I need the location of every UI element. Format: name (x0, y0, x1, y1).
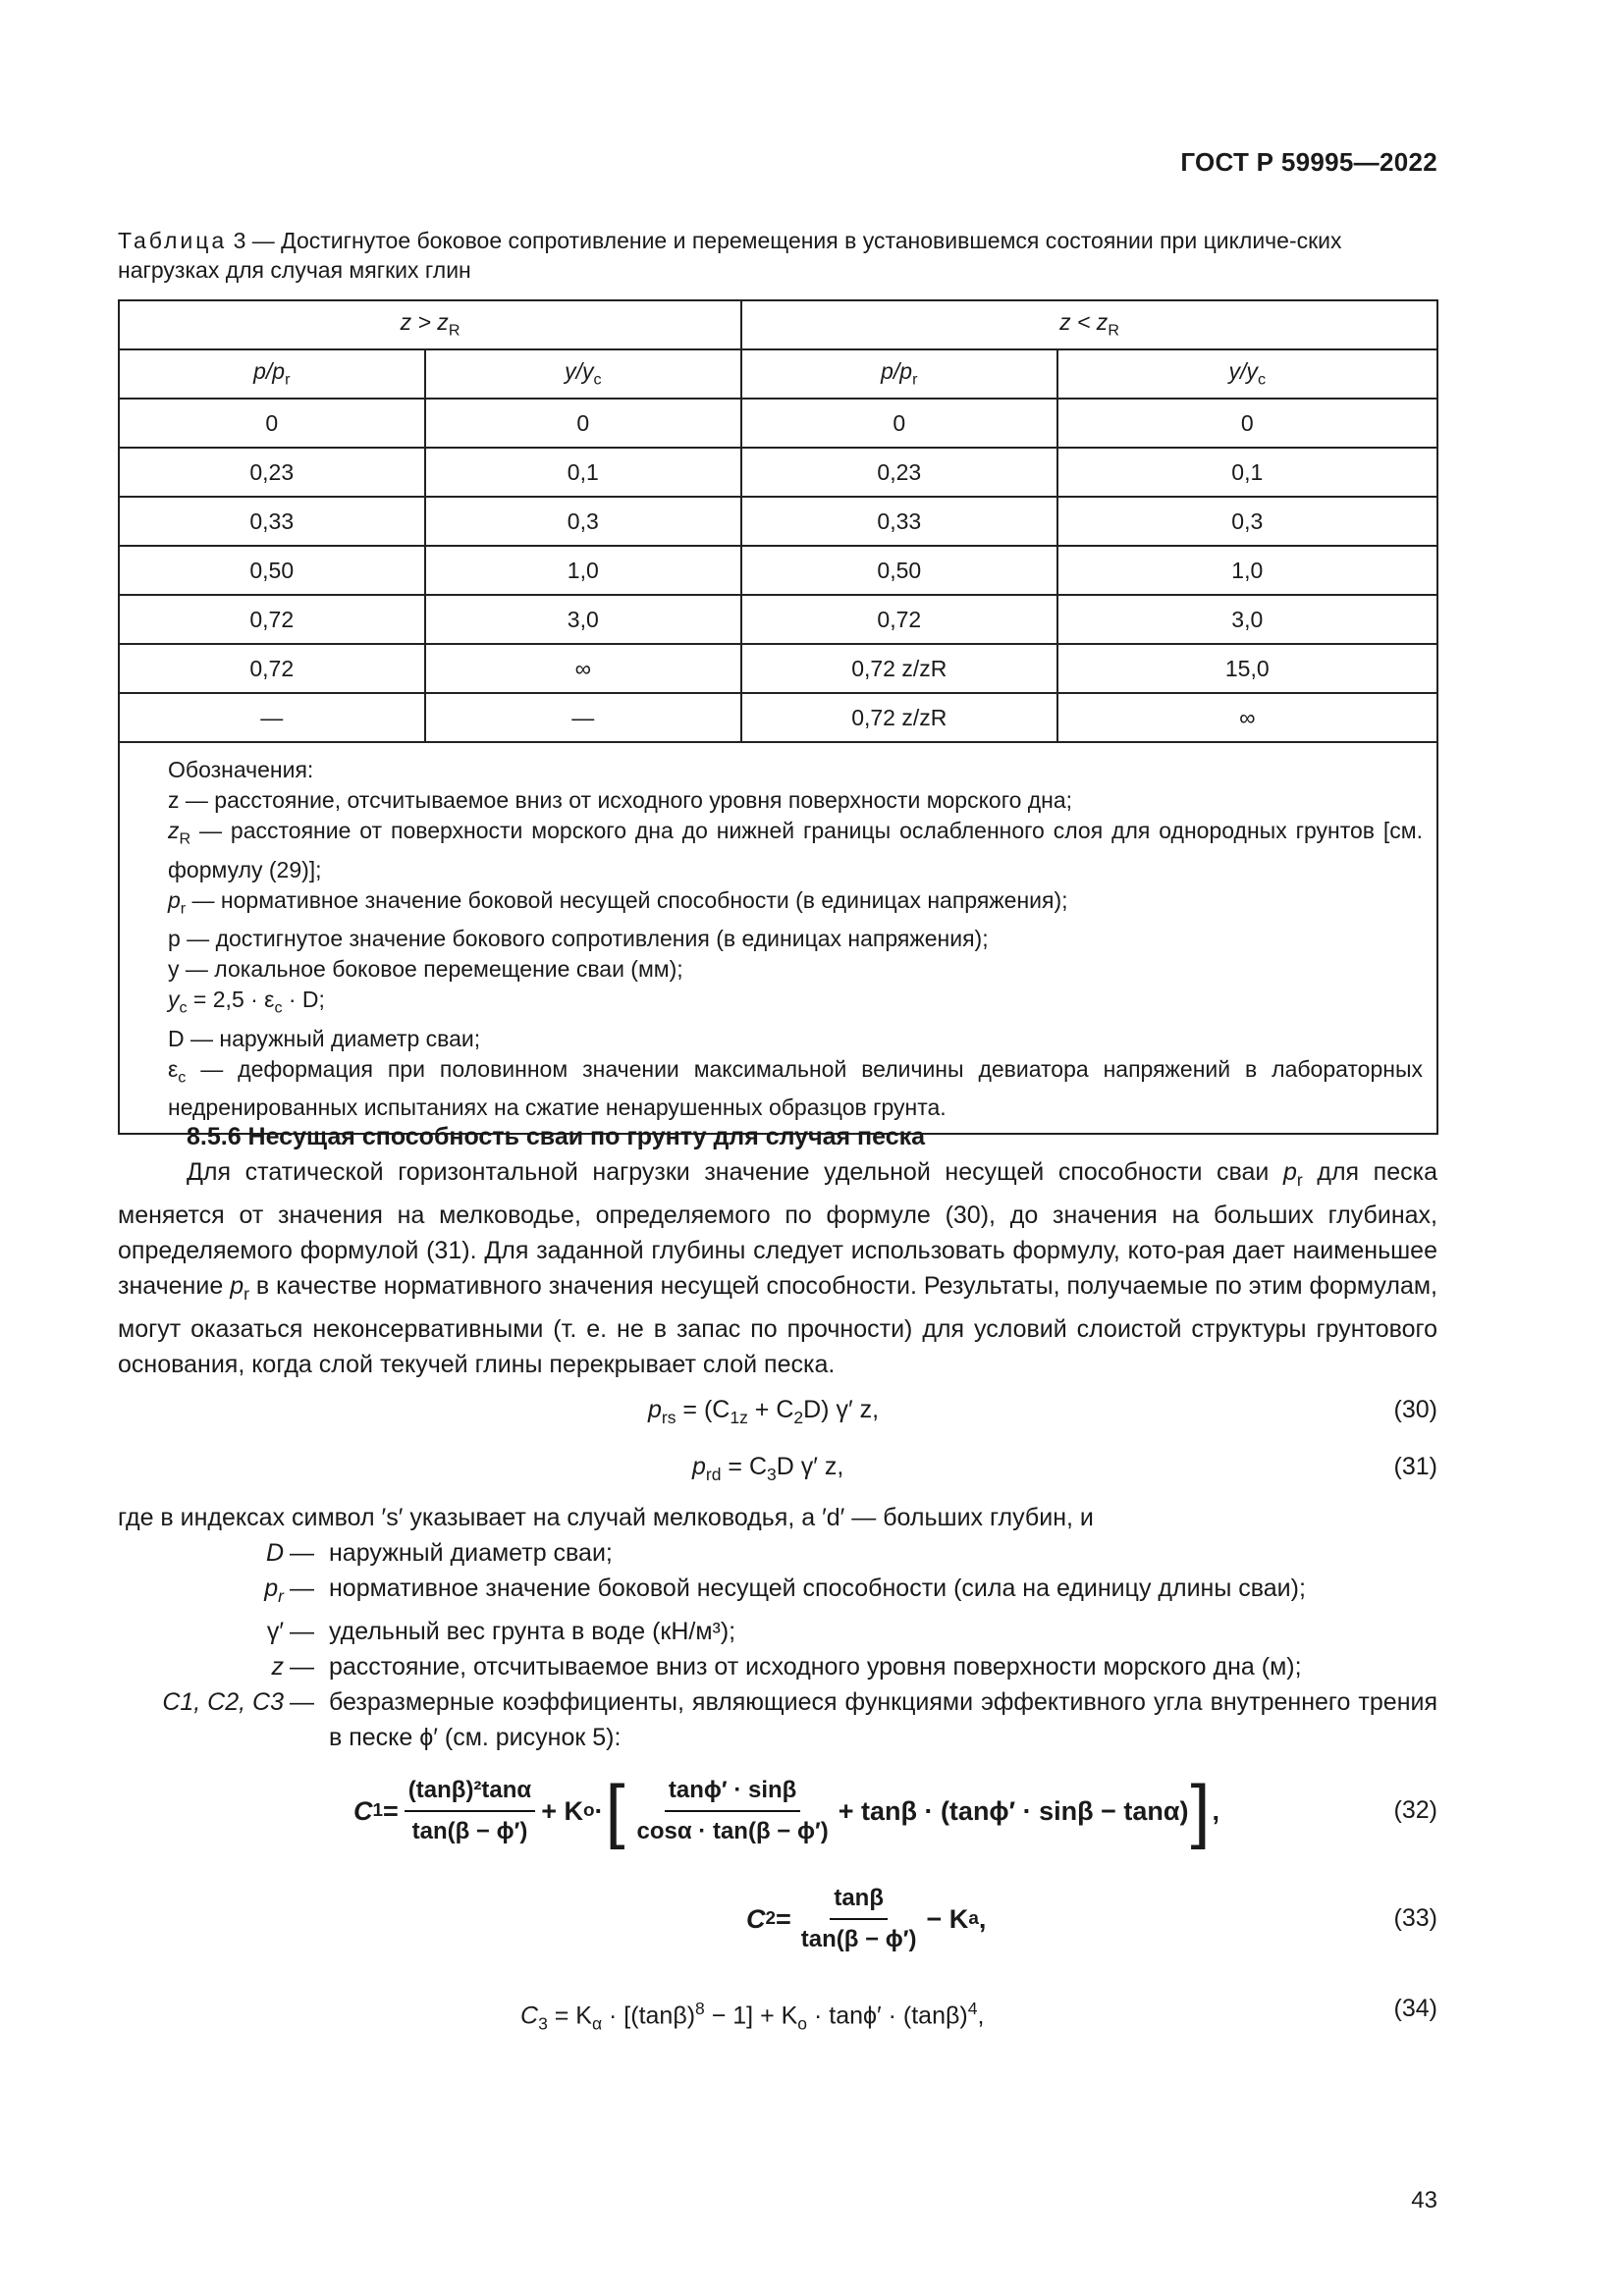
formula-33-expression: C 2 = $\frac{\tan\beta}{\tan(\beta - \phi')}$ − K a , (746, 1881, 986, 1957)
legend-symbol: $p_r$ (264, 1575, 284, 1606)
legend-symbol: C1, C2, C3 (162, 1688, 284, 1716)
data-table (118, 299, 1438, 1135)
where-text: где в индексах символ ′s′ указывает на случай мелководья, а ′d′ — больших глубин, и (118, 1504, 1094, 1531)
legend-description: расстояние, отсчитываемое вниз от исходного уровня поверхности морского дна (м); (329, 1653, 1302, 1681)
table-cell: — (425, 693, 742, 742)
legend-description: наружный диаметр сваи; (329, 1539, 613, 1567)
formula-31 (118, 1439, 1437, 1496)
notes-title: Обозначения: (168, 757, 314, 782)
table-cell: 0,50 (741, 546, 1057, 595)
table-cell: 0,1 (425, 448, 742, 497)
section-8-5-6 (118, 1119, 1437, 2040)
table-cell: 0,23 (741, 448, 1057, 497)
legend-symbol: γ′ (266, 1618, 284, 1645)
note-pr: $p_r$ — нормативное значение боковой несущей способности (в единицах напряжения); (168, 886, 1068, 918)
table-cell: 0,72 z/zR (741, 644, 1057, 693)
table-cell: ∞ (425, 644, 742, 693)
table-row (119, 399, 1437, 448)
formula-30-expression: $p_{rs} = (C_{1z} + C_2D)$ γ′ z, (648, 1396, 880, 1427)
symbol-legend (118, 1535, 1437, 1755)
formula-30-number: (30) (1393, 1396, 1437, 1423)
table-cell: 15,0 (1057, 644, 1437, 693)
table-cell: 3,0 (1057, 595, 1437, 644)
table-cell: 3,0 (425, 595, 742, 644)
table-cell: — (119, 693, 425, 742)
table-row (119, 693, 1437, 742)
formula-32-expression: C 1 = $\frac{\text{(tanβ)²tanα}}{\tan(\beta - \phi')}$ + K o · [ $\frac{\tan\phi' \cdot \sin\beta}{\cos\alpha \cdot \tan(\beta - \phi')}$ + tanβ · (tanϕ′ · sinβ − tanα) ] , (353, 1772, 1220, 1850)
legend-dash: — (290, 1575, 314, 1602)
right-bracket: ] (1190, 1772, 1211, 1850)
note-z: z — расстояние, отсчитываемое вниз от исходного уровня поверхности морского дна; (168, 787, 1073, 813)
table-cell: 0,3 (1057, 497, 1437, 546)
left-bracket: [ (605, 1772, 625, 1850)
table-cell: 0,72 (119, 595, 425, 644)
table-cell: 0,33 (119, 497, 425, 546)
table-cell: 1,0 (425, 546, 742, 595)
legend-symbol: z (271, 1653, 284, 1681)
formula-34 (118, 1971, 1437, 2040)
table-cell: 0,23 (119, 448, 425, 497)
table-cell: 0 (425, 399, 742, 448)
legend-dash: — (290, 1653, 314, 1681)
note-d: D — наружный диаметр сваи; (168, 1025, 481, 1051)
formula-30 (118, 1382, 1437, 1439)
table-cell: 0,72 (741, 595, 1057, 644)
note-y: y — локальное боковое перемещение сваи (мм); (168, 956, 683, 983)
formula-33-number: (33) (1393, 1904, 1437, 1932)
table-cell: 0,72 (119, 644, 425, 693)
table-cell: 0,50 (119, 546, 425, 595)
section-paragraph: Для статической горизонтальной нагрузки значение удельной несущей способности сваи $p_r$ для песка меняется от значения на мелководье, определяемого по формуле (30), до значения на больших глубинах, определяемого формулой (31). Для заданной глубины следует использовать формулу, кото-рая дает наименьшее значение $p_r$ в качестве нормативного значения несущей способности. Результаты, получаемые по этим формулам, могут оказаться неконсервативными (т. е. не в запас по прочности) для условий слоистой структуры грунтового основания, когда слой текучей глины перекрывает слой песка. (118, 1158, 1438, 1378)
table-cell: 1,0 (1057, 546, 1437, 595)
caption-label: Таблица (118, 228, 228, 253)
note-yc: $y_c = 2,5 \cdot \varepsilon_c \cdot D$; (168, 987, 325, 1017)
group-header-right: $z < z_R$ (741, 300, 1437, 349)
formula-31-number: (31) (1393, 1453, 1437, 1480)
column-header-p: $p/p_r$ (119, 349, 425, 399)
table-row (119, 595, 1437, 644)
formula-32-number: (32) (1393, 1796, 1437, 1824)
table-cell: 0 (1057, 399, 1437, 448)
legend-dash: — (290, 1688, 314, 1716)
table-cell: 0,1 (1057, 448, 1437, 497)
note-zr: $z_R$ — расстояние от поверхности морского дна до нижней границы ослабленного слоя для однородных грунтов [см. формулу (29)]; (168, 818, 1423, 882)
formula-33 (118, 1863, 1437, 1971)
table-cell: 0,33 (741, 497, 1057, 546)
table-row (119, 644, 1437, 693)
table-row (119, 448, 1437, 497)
table-row (119, 497, 1437, 546)
formula-34-expression: $C_3 = K_\alpha \cdot [(\tan\beta)^8 - 1] + K_o \cdot \tan\phi' \cdot (\tan\beta)^4$, (520, 1999, 985, 2034)
table-cell: 0,3 (425, 497, 742, 546)
table-row (119, 546, 1437, 595)
page-number: 43 (1411, 2187, 1437, 2214)
section-title: 8.5.6 Несущая способность сваи по грунту для случая песка (187, 1123, 926, 1150)
column-header-y: $y/y_c$ (425, 349, 742, 399)
table-notes (119, 742, 1437, 1134)
legend-dash: — (290, 1539, 314, 1567)
caption-text: 3 — Достигнутое боковое сопротивление и перемещения в установившемся состоянии при цикличе-ских нагрузках для случая мягких глин (118, 228, 1342, 283)
formula-31-expression: $p_{rd} = C_3D$ γ′ z, (692, 1453, 844, 1484)
table-cell: 0 (119, 399, 425, 448)
table-cell: ∞ (1057, 693, 1437, 742)
legend-description: безразмерные коэффициенты, являющиеся функциями эффективного угла внутреннего трения в песке ϕ′ (см. рисунок 5): (329, 1688, 1437, 1751)
table-cell: 0 (741, 399, 1057, 448)
legend-symbol: D (265, 1539, 284, 1567)
document-header: ГОСТ Р 59995—2022 (1180, 147, 1437, 177)
note-p: p — достигнутое значение бокового сопротивления (в единицах напряжения); (168, 926, 989, 952)
legend-description: удельный вес грунта в воде (кН/м³); (329, 1618, 736, 1645)
formula-32 (118, 1755, 1437, 1863)
column-header-p: $p/p_r$ (741, 349, 1057, 399)
legend-dash: — (290, 1618, 314, 1645)
legend-description: нормативное значение боковой несущей способности (сила на единицу длины сваи); (329, 1575, 1306, 1602)
note-ec: $\varepsilon_c$ — деформация при половинном значении максимальной величины девиатора напряжений в лабораторных недренированных испытаниях на сжатие ненарушенных образцов грунта. (168, 1055, 1423, 1121)
column-header-y: $y/y_c$ (1057, 349, 1437, 399)
table-caption (118, 226, 1437, 285)
formula-34-number: (34) (1393, 1995, 1437, 2022)
group-header-left: $z > z_R$ (119, 300, 741, 349)
table-cell: 0,72 z/zR (741, 693, 1057, 742)
